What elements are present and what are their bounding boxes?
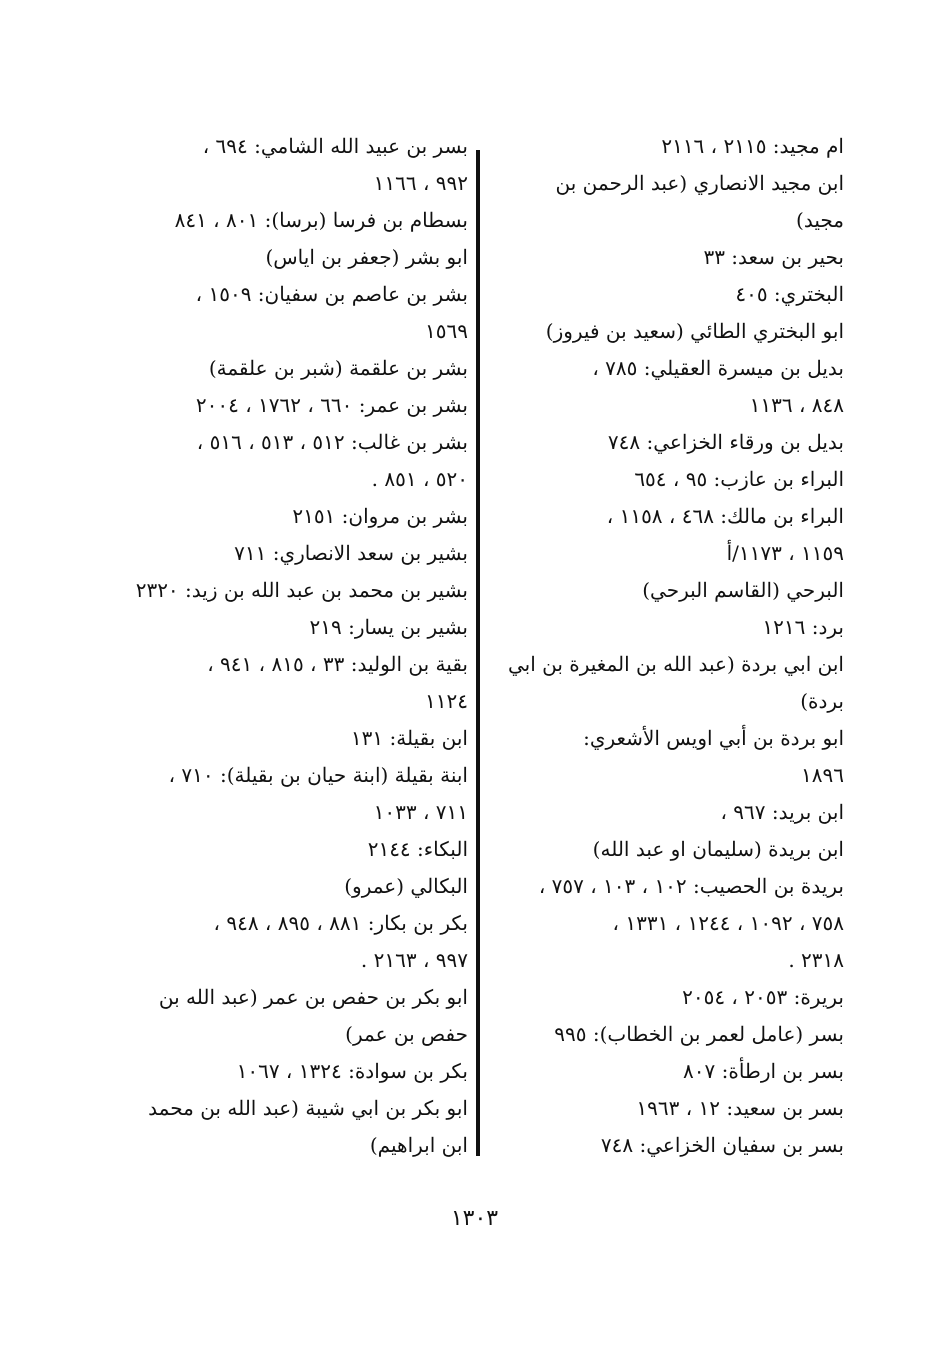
- index-entry: ١١٥٩ ، ١١٧٣/أ: [726, 541, 844, 565]
- index-entry: البكاء: ٢١٤٤: [367, 837, 468, 861]
- index-entry: بشر بن علقمة (شبر بن علقمة): [208, 356, 468, 380]
- index-entry: ابن بريد: ٩٦٧ ،: [720, 800, 844, 824]
- index-entry: بديل بن ميسرة العقيلي: ٧٨٥ ،: [592, 356, 844, 380]
- page-number: ١٣٠٣: [450, 1206, 499, 1231]
- index-entry: البرحي (القاسم البرحي): [642, 578, 844, 602]
- index-column-left: [118, 128, 468, 1164]
- index-entry: بسر بن عبيد الله الشامي: ٦٩٤ ،: [202, 134, 468, 158]
- index-entry: ١٨٩٦: [801, 763, 844, 787]
- index-entry: البراء بن عازب: ٩٥ ، ٦٥٤: [634, 467, 844, 491]
- index-entry: بشير بن محمد بن عبد الله بن زيد: ٢٣٢٠: [135, 578, 468, 602]
- index-entry: بسر بن ارطأة: ٨٠٧: [683, 1059, 844, 1083]
- index-entry: بشر بن مروان: ٢١٥١: [292, 504, 468, 528]
- index-entry: بديل بن ورقاء الخزاعي: ٧٤٨: [607, 430, 844, 454]
- index-entry: ٧٥٨ ، ١٠٩٢ ، ١٢٤٤ ، ١٣٣١ ،: [612, 911, 844, 935]
- index-entry: البختري: ٤٠٥: [735, 282, 844, 306]
- index-entry: البكالي (عمرو): [344, 874, 468, 898]
- index-entry: ٩٩٧ ، ٢١٦٣ .: [360, 948, 468, 972]
- index-entry: ابن ابراهيم): [369, 1133, 468, 1157]
- index-entry: بسر بن سعيد: ١٢ ، ١٩٦٣: [636, 1096, 844, 1120]
- index-entry: ١١٢٤: [425, 689, 468, 713]
- index-entry: بريدة بن الحصيب: ١٠٢ ، ١٠٣ ، ٧٥٧ ،: [538, 874, 844, 898]
- index-entry: بحير بن سعد: ٣٣: [703, 245, 844, 269]
- index-column-right: [498, 128, 844, 1164]
- index-entry: ابو البختري الطائي (سعيد بن فيروز): [545, 319, 844, 343]
- index-entry: بسر بن سفيان الخزاعي: ٧٤٨: [600, 1133, 844, 1157]
- index-entry: ابن بريدة (سليمان او عبد الله): [592, 837, 844, 861]
- index-entry: بريرة: ٢٠٥٣ ، ٢٠٥٤: [682, 985, 844, 1009]
- index-entry: ٢٣١٨ .: [788, 948, 844, 972]
- index-entry: برد: ١٢١٦: [762, 615, 844, 639]
- index-entry: بشر بن غالب: ٥١٢ ، ٥١٣ ، ٥١٦ ،: [196, 430, 468, 454]
- index-entry: ابو بشر (جعفر بن اياس): [265, 245, 468, 269]
- index-entry: ام مجيد: ٢١١٥ ، ٢١١٦: [661, 134, 844, 158]
- column-divider: [476, 150, 480, 1156]
- index-entry: بردة): [800, 689, 844, 713]
- index-entry: ابو بكر بن ابي شيبة (عبد الله بن محمد: [148, 1096, 468, 1120]
- index-entry: ابو بردة بن أبي اويس الأشعري:: [583, 726, 844, 750]
- index-entry: بشر بن عاصم بن سفيان: ١٥٠٩ ،: [195, 282, 468, 306]
- index-entry: مجيد): [796, 208, 844, 232]
- index-entry: ١٥٦٩: [425, 319, 468, 343]
- index-entry: بكر بن بكار: ٨٨١ ، ٨٩٥ ، ٩٤٨ ،: [213, 911, 468, 935]
- index-entry: بشير بن يسار: ٢١٩: [309, 615, 468, 639]
- index-entry: ابو بكر بن حفص بن عمر (عبد الله بن: [158, 985, 468, 1009]
- index-entry: بسطام بن فرسا (برسا): ٨٠١ ، ٨٤١: [174, 208, 468, 232]
- index-entry: بقية بن الوليد: ٣٣ ، ٨١٥ ، ٩٤١ ،: [207, 652, 468, 676]
- index-entry: بسر (عامل لعمر بن الخطاب): ٩٩٥: [554, 1022, 844, 1046]
- index-entry: ابن ابي بردة (عبد الله بن المغيرة بن ابي: [507, 652, 844, 676]
- index-entry: حفص بن عمر): [345, 1022, 468, 1046]
- index-entry: ٧١١ ، ١٠٣٣: [373, 800, 468, 824]
- index-entry: ٨٤٨ ، ١١٣٦: [749, 393, 844, 417]
- index-entry: ابن بقيلة: ١٣١: [350, 726, 468, 750]
- index-entry: ٥٢٠ ، ٨٥١ .: [371, 467, 468, 491]
- index-entry: بكر بن سوادة: ١٣٢٤ ، ١٠٦٧: [236, 1059, 468, 1083]
- index-entry: البراء بن مالك: ٤٦٨ ، ١١٥٨ ،: [606, 504, 844, 528]
- index-entry: ابنة بقيلة (ابنة حيان بن بقيلة): ٧١٠ ،: [168, 763, 468, 787]
- index-entry: ٩٩٢ ، ١١٦٦: [373, 171, 468, 195]
- index-entry: بشر بن عمر: ٦٦٠ ، ١٧٦٢ ، ٢٠٠٤: [195, 393, 468, 417]
- index-entry: ابن مجيد الانصاري (عبد الرحمن بن: [555, 171, 844, 195]
- index-entry: بشير بن سعد الانصاري: ٧١١: [234, 541, 468, 565]
